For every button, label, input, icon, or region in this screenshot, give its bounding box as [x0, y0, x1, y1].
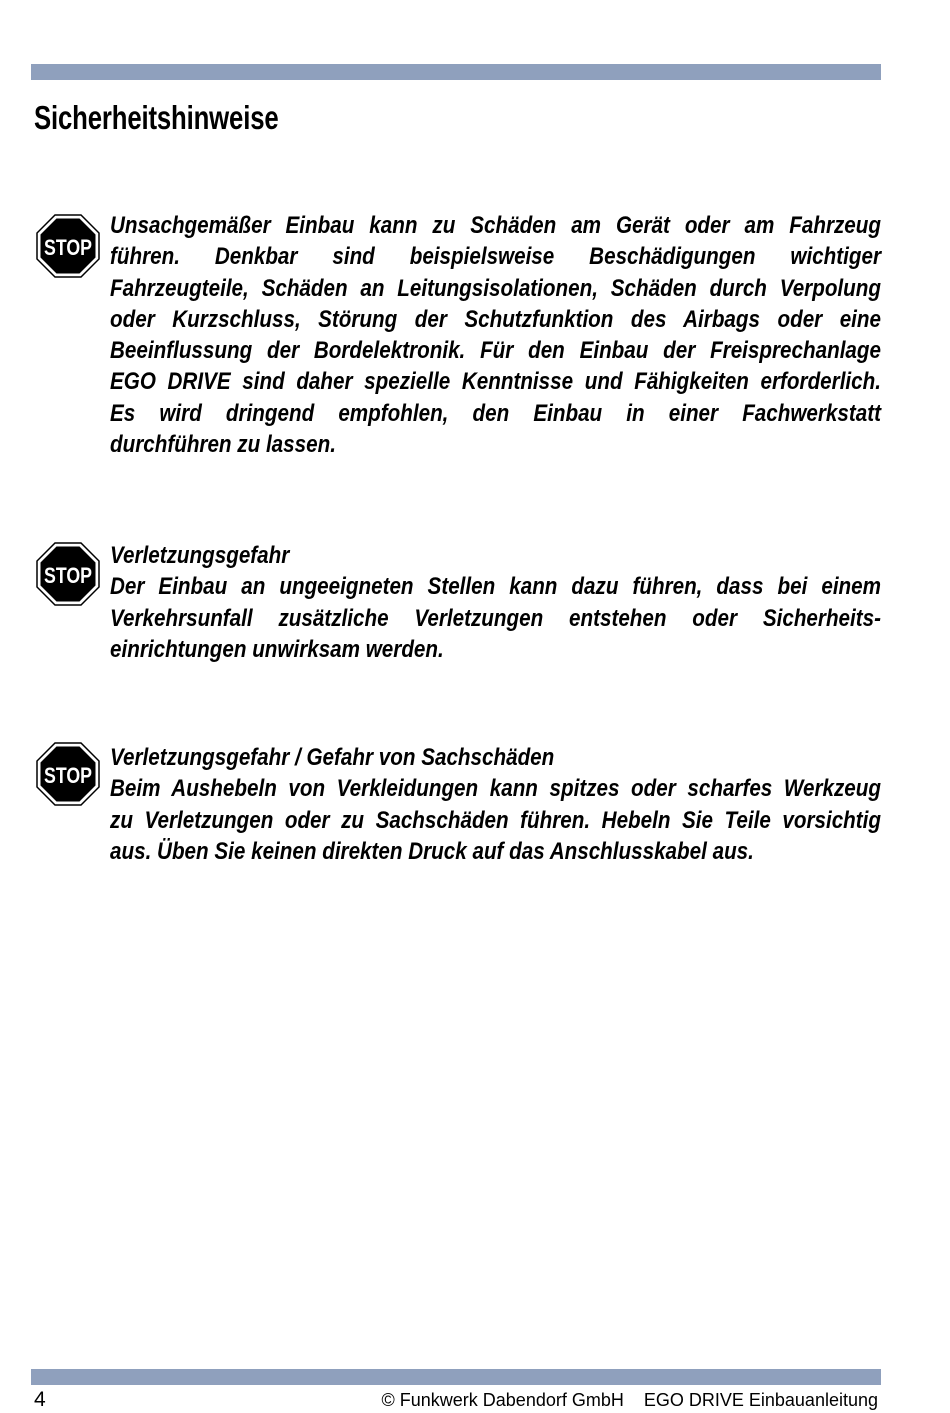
- stop-sign-label: STOP: [44, 763, 92, 788]
- page-title: Sicherheitshinweise: [34, 99, 279, 136]
- warning-text: [110, 210, 881, 460]
- warning-line: Verkehrsunfall zusätzliche Verletzungen entstehen oder Sicherheits-: [110, 604, 881, 632]
- copyright-notice: © Funkwerk Dabendorf GmbH: [381, 1390, 624, 1410]
- document-title: EGO DRIVE Einbauanleitung: [643, 1390, 878, 1410]
- stop-sign-label: STOP: [44, 235, 92, 260]
- warning-line: einrichtungen unwirksam werden.: [110, 635, 444, 663]
- stop-sign-icon: [36, 214, 100, 278]
- page-number: 4: [34, 1388, 46, 1411]
- warning-line: Beim Aushebeln von Verkleidungen kann spitzes oder scharfes Werkzeug: [110, 775, 881, 803]
- footer-rule: [31, 1369, 881, 1385]
- warning-line: zu Verletzungen oder zu Sachschäden führen. Hebeln Sie Teile vorsichtig: [110, 806, 881, 834]
- stop-sign-icon: [36, 542, 100, 606]
- warning-line: EGO DRIVE sind daher spezielle Kenntnisse und Fähigkeiten erforderlich.: [110, 368, 881, 396]
- warning-line: oder Kurzschluss, Störung der Schutzfunktion des Airbags oder eine: [110, 305, 881, 333]
- warning-line: Fahrzeugteile, Schäden an Leitungsisolationen, Schäden durch Verpolung: [110, 274, 881, 302]
- warning-line: aus. Üben Sie keinen direkten Druck auf das Anschlusskabel aus.: [110, 837, 754, 865]
- header-rule: [31, 64, 881, 80]
- warning-line: Es wird dringend empfohlen, den Einbau in einer Fachwerkstatt: [110, 399, 881, 427]
- warning-line: Beeinflussung der Bordelektronik. Für den Einbau der Freisprechanlage: [110, 337, 881, 365]
- warning-text: [110, 540, 881, 665]
- warning-text: [110, 742, 881, 867]
- warning-line: durchführen zu lassen.: [110, 431, 336, 459]
- page-footer: [34, 1389, 878, 1411]
- footer-info: [382, 1389, 879, 1411]
- warning-line: Der Einbau an ungeeigneten Stellen kann dazu führen, dass bei einem: [110, 573, 881, 601]
- warning-line: führen. Denkbar sind beispielsweise Beschädigungen wichtiger: [110, 243, 881, 271]
- warning-heading: Verletzungsgefahr: [110, 542, 290, 569]
- warning-line: Unsachgemäßer Einbau kann zu Schäden am Gerät oder am Fahrzeug: [110, 212, 881, 239]
- stop-sign-label: STOP: [44, 563, 92, 588]
- warning-heading: Verletzungsgefahr / Gefahr von Sachschäden: [110, 744, 555, 771]
- stop-sign-icon: [36, 742, 100, 806]
